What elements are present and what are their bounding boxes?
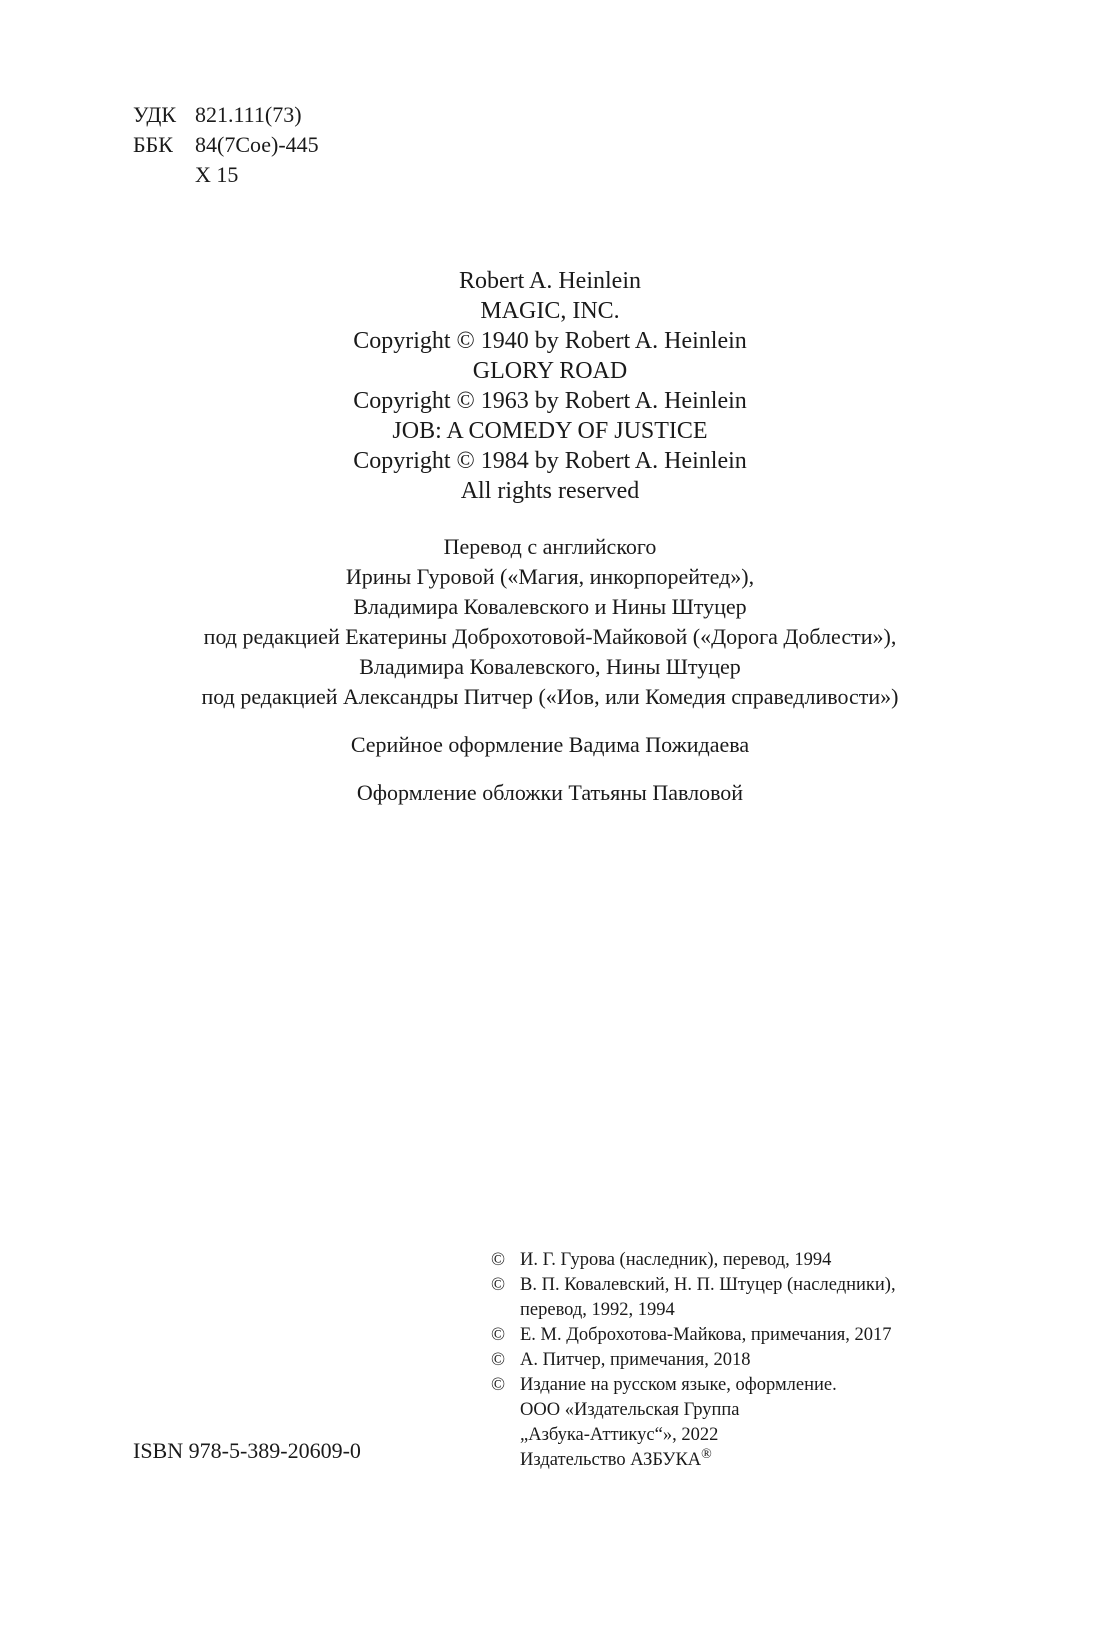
copyright-symbol: © — [491, 1375, 506, 1395]
original-copyright-block — [0, 266, 1100, 506]
cover-design-credit: Оформление обложки Татьяны Павловой — [356, 780, 744, 805]
publisher-name: Издательство АЗБУКА — [520, 1450, 702, 1470]
series-design-credit: Серийное оформление Вадима Пожидаева — [350, 732, 750, 757]
copyright-line: ООО «Издательская Группа — [520, 1400, 740, 1420]
isbn: ISBN 978-5-389-20609-0 — [133, 1438, 361, 1463]
translation-line: Владимира Ковалевского и Нины Штуцер — [353, 594, 747, 619]
registered-mark: ® — [701, 1447, 712, 1462]
author-mark: Х 15 — [195, 162, 239, 187]
bbk-label: ББК — [133, 132, 173, 157]
copyright-symbol: © — [491, 1325, 506, 1345]
author-mark-row — [133, 160, 319, 190]
classification-block — [133, 100, 319, 190]
work-copyright: Copyright © 1940 by Robert A. Heinlein — [353, 328, 747, 354]
udk-label: УДК — [133, 102, 177, 127]
work-copyright: Copyright © 1984 by Robert A. Heinlein — [353, 448, 747, 474]
work-title: MAGIC, INC. — [480, 298, 620, 324]
copyright-symbol: © — [491, 1275, 506, 1295]
work-copyright: Copyright © 1963 by Robert A. Heinlein — [353, 388, 747, 414]
copyright-line: Издание на русском языке, оформление. — [520, 1375, 837, 1395]
original-author: Robert A. Heinlein — [459, 268, 641, 294]
copyright-line: „Азбука-Аттикус“», 2022 — [520, 1425, 719, 1445]
udk-row — [133, 100, 319, 130]
translation-line: Ирины Гуровой («Магия, инкорпорейтед»), — [345, 564, 755, 589]
copyright-line: Е. М. Доброхотова-Майкова, примечания, 2017 — [520, 1325, 892, 1345]
work-title: JOB: A COMEDY OF JUSTICE — [392, 418, 708, 444]
translation-line: Перевод с английского — [443, 534, 657, 559]
copyright-line: И. Г. Гурова (наследник), перевод, 1994 — [520, 1250, 832, 1270]
russian-copyrights-block — [491, 1248, 896, 1473]
bbk-value: 84(7Сое)-445 — [195, 132, 319, 157]
udk-value: 821.111(73) — [195, 102, 302, 127]
translation-line: Владимира Ковалевского, Нины Штуцер — [359, 654, 741, 679]
copyright-entry — [491, 1273, 896, 1323]
copyright-line: А. Питчер, примечания, 2018 — [520, 1350, 751, 1370]
copyright-entry — [491, 1348, 896, 1373]
translation-line: под редакцией Александры Питчер («Иов, или Комедия справедливости») — [201, 684, 899, 709]
copyright-entry — [491, 1248, 896, 1273]
work-title: GLORY ROAD — [472, 358, 628, 384]
credits-block — [0, 532, 1100, 808]
copyright-entry — [491, 1373, 896, 1473]
rights-reserved: All rights reserved — [460, 478, 640, 504]
copyright-line: В. П. Ковалевский, Н. П. Штуцер (наследники), — [520, 1275, 896, 1295]
copyright-symbol: © — [491, 1250, 506, 1270]
bbk-row — [133, 130, 319, 160]
copyright-entry — [491, 1323, 896, 1348]
translation-line: под редакцией Екатерины Доброхотовой-Майковой («Дорога Доблести»), — [203, 624, 897, 649]
copyright-line: перевод, 1992, 1994 — [520, 1300, 675, 1320]
copyright-symbol: © — [491, 1350, 506, 1370]
